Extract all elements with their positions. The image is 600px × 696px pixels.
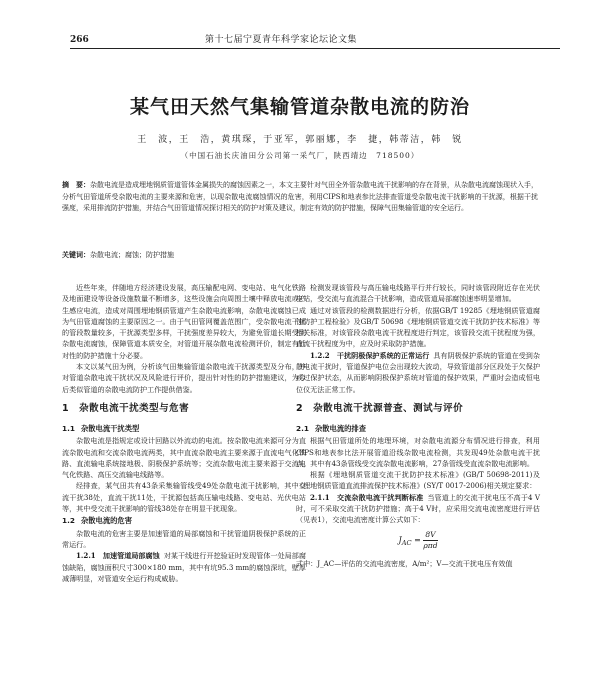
paper-title: 某气田天然气集输管道杂散电流的防治 xyxy=(129,96,470,118)
body-paragraph: 通过对该管段的检测数据进行分析，依据GB/T 19285《埋地钢质管道腐蚀防护工程检验》及GB/T 50698《埋地钢质管道交流干扰防护技术标准》等相关标准，对该管段杂散电流干扰程度进行判定，该管段交流干扰程度为强，直流干扰程度为中，应及时采取防护措施。 xyxy=(296,305,540,349)
body-paragraph xyxy=(296,492,540,526)
inline-text: 对某干线进行开挖验证时发现管体一处局部腐蚀缺陷，腐蚀面积尺寸300×180 mm，其中有坑95.3 mm的腐蚀深坑，壁厚减薄明显，对管道安全运行构成威胁。 xyxy=(62,551,307,583)
section-heading xyxy=(296,402,540,416)
formula-lhs: J xyxy=(398,535,402,545)
subsection-number: 1.1 xyxy=(62,423,75,433)
section-title: 杂散电流干扰类型与危害 xyxy=(79,402,190,414)
section-number: 1 xyxy=(62,402,70,414)
formula-fraction xyxy=(423,530,437,551)
body-paragraph: 杂散电流的危害主要是加速管道的局部腐蚀和干扰管道阴极保护系统的正常运行。 xyxy=(62,528,306,549)
page-header xyxy=(70,34,560,49)
equals-sign: = xyxy=(414,535,421,545)
intro-paragraph: 本文以某气田为例，分析该气田集输管道杂散电流干扰源类型及分布，并对管道杂散电流干扰状况及风险进行评价，提出针对性的防护措施建议，为今后类似管道的杂散电流防护工作提供借鉴。 xyxy=(62,362,306,394)
keywords-label: 关键词： xyxy=(62,251,90,259)
inline-heading: 1.2.1 加速管道局部腐蚀 xyxy=(76,551,160,561)
keywords xyxy=(62,250,538,261)
body-paragraph: 根据气田管道所处的地理环境，对杂散电流源分布情况进行排查，利用CIPS和地表参比法开展管道沿线杂散电流检测，共发现49处杂散电流干扰点，其中有43条管线受交流杂散电流影响，27条管线受直流杂散电流影响。 xyxy=(296,436,540,468)
intro-paragraph: 近些年来，伴随地方经济建设发展，高压输配电网、变电站、电气化铁路及地面建设等设备设施数量不断增多，这些设施会向周围土壤中释放电流或产生感应电流，造成对周围埋地钢质管道产生杂散电流影响，杂散电流腐蚀已成为气田管道腐蚀的主要原因之一。由于气田管网覆盖范围广，受杂散电流干扰的管段数量较多，干扰源类型多样，干扰强度差异较大，为避免管道长期受到杂散电流腐蚀，保障管道本质安全，对管道开展杂散电流检测评价，制定有针对性的防护措施十分必要。 xyxy=(62,283,306,360)
abstract-label: 摘 要： xyxy=(62,181,90,189)
inline-text: 具有阴极保护系统的管道在受到杂散电流干扰时，管道保护电位会出现较大波动，导致管道部分区段处于欠保护或过保护状态，从而影响阴极保护系统对管道的保护效果，严重时会造成恒电位仪无法正常工作。 xyxy=(296,350,541,394)
section-number: 2 xyxy=(296,402,304,414)
inline-heading: 1.2.2 干扰阴极保护系统的正常运行 xyxy=(310,350,430,360)
affiliation: （中国石油长庆油田分公司第一采气厂，陕西靖边 718500） xyxy=(180,151,420,160)
author-list: 王 波，王 浩，黄琪琛，于亚军，郭丽娜，李 捷，韩蒂洁，韩 锐 xyxy=(137,135,463,145)
body-paragraph xyxy=(62,550,306,584)
running-title: 第十七届宁夏青年科学家论坛论文集 xyxy=(205,35,358,45)
body-paragraph: 经排查，某气田共有43条采集输管线受49处杂散电流干扰影响，其中交流干扰38处，直流干扰11处，干扰源包括高压输电线路、变电站、光伏电站等，其中受交流干扰影响的管线38处存在明显干扰现象。 xyxy=(62,481,306,514)
formula-denominator: ρπd xyxy=(423,540,438,550)
subsection-heading xyxy=(296,423,540,434)
subsection-title: 杂散电流干扰类型 xyxy=(80,423,140,433)
abstract xyxy=(62,180,538,215)
abstract-text: 杂散电流是造成埋地钢质管道管体金属损失的腐蚀因素之一，本文主要针对气田全外管杂散电流干扰影响的存在背景，从杂散电流腐蚀现状入手，分析气田管道所受杂散电流的主要来源和危害，以现杂散电流腐蚀情况的危害，利用CIPS和地表参比法排查管道受杂散电流干扰影响的干扰源，根据干扰强度，采用排流防护措施，并结合气田管道情况探讨相关的防护对策及建议，制定有效的防护措施，保障气田集输管道的安全运行。 xyxy=(62,181,538,213)
subsection-number: 2.1 xyxy=(296,423,309,433)
formula-numerator: 8V xyxy=(425,529,436,539)
body-paragraph xyxy=(296,350,540,395)
formula-note: 式中：J_AC—评估的交流电流密度，A/m²；V—交流干扰电压有效值 xyxy=(296,558,513,568)
keywords-text: 杂散电流；腐蚀；防护措施 xyxy=(90,251,174,259)
inline-text: 当管道上的交流干扰电压不高于4 V时，可不采取交流干扰防护措施；高于4 V时，应采用交流电流密度进行评估（见表1），交流电流密度计算公式如下： xyxy=(296,492,541,525)
right-column xyxy=(296,282,540,569)
left-column xyxy=(62,282,306,584)
subsection-title: 杂散电流的排查 xyxy=(314,423,367,433)
inline-heading: 2.1.1 交流杂散电流干扰判断标准 xyxy=(310,492,424,502)
page-number: 266 xyxy=(70,35,89,45)
body-paragraph: 根据《埋地钢质管道交流干扰防护技术标准》(GB/T 50698-2011)及《埋地钢质管道直流排流保护技术标准》(SY/T 0017-2006)相关规定要求： xyxy=(296,470,540,491)
formula-lhs-subscript: AC xyxy=(401,538,412,547)
subsection-heading xyxy=(62,423,306,434)
body-paragraph: 检测发现该管段与高压输电线路平行并行较长，同时该管段附近存在光伏电站，受交流与直流混合干扰影响，造成管道局部腐蚀速率明显增加。 xyxy=(296,283,540,304)
subsection-number: 1.2 xyxy=(62,516,75,526)
section-title: 杂散电流干扰源普查、测试与评价 xyxy=(313,402,464,414)
body-paragraph: 杂散电流是指规定或设计回路以外流动的电流。按杂散电流来源可分为直流杂散电流和交流杂散电流两类，其中直流杂散电流主要来源于直流电气化铁路、直流输电系统接地极、阴极保护系统等；交流杂散电流主要来源于交流电气化铁路、高压交流输电线路等。 xyxy=(62,436,306,480)
subsection-title: 杂散电流的危害 xyxy=(80,516,133,526)
section-heading xyxy=(62,402,306,416)
equation xyxy=(296,530,540,554)
subsection-heading xyxy=(62,515,306,526)
